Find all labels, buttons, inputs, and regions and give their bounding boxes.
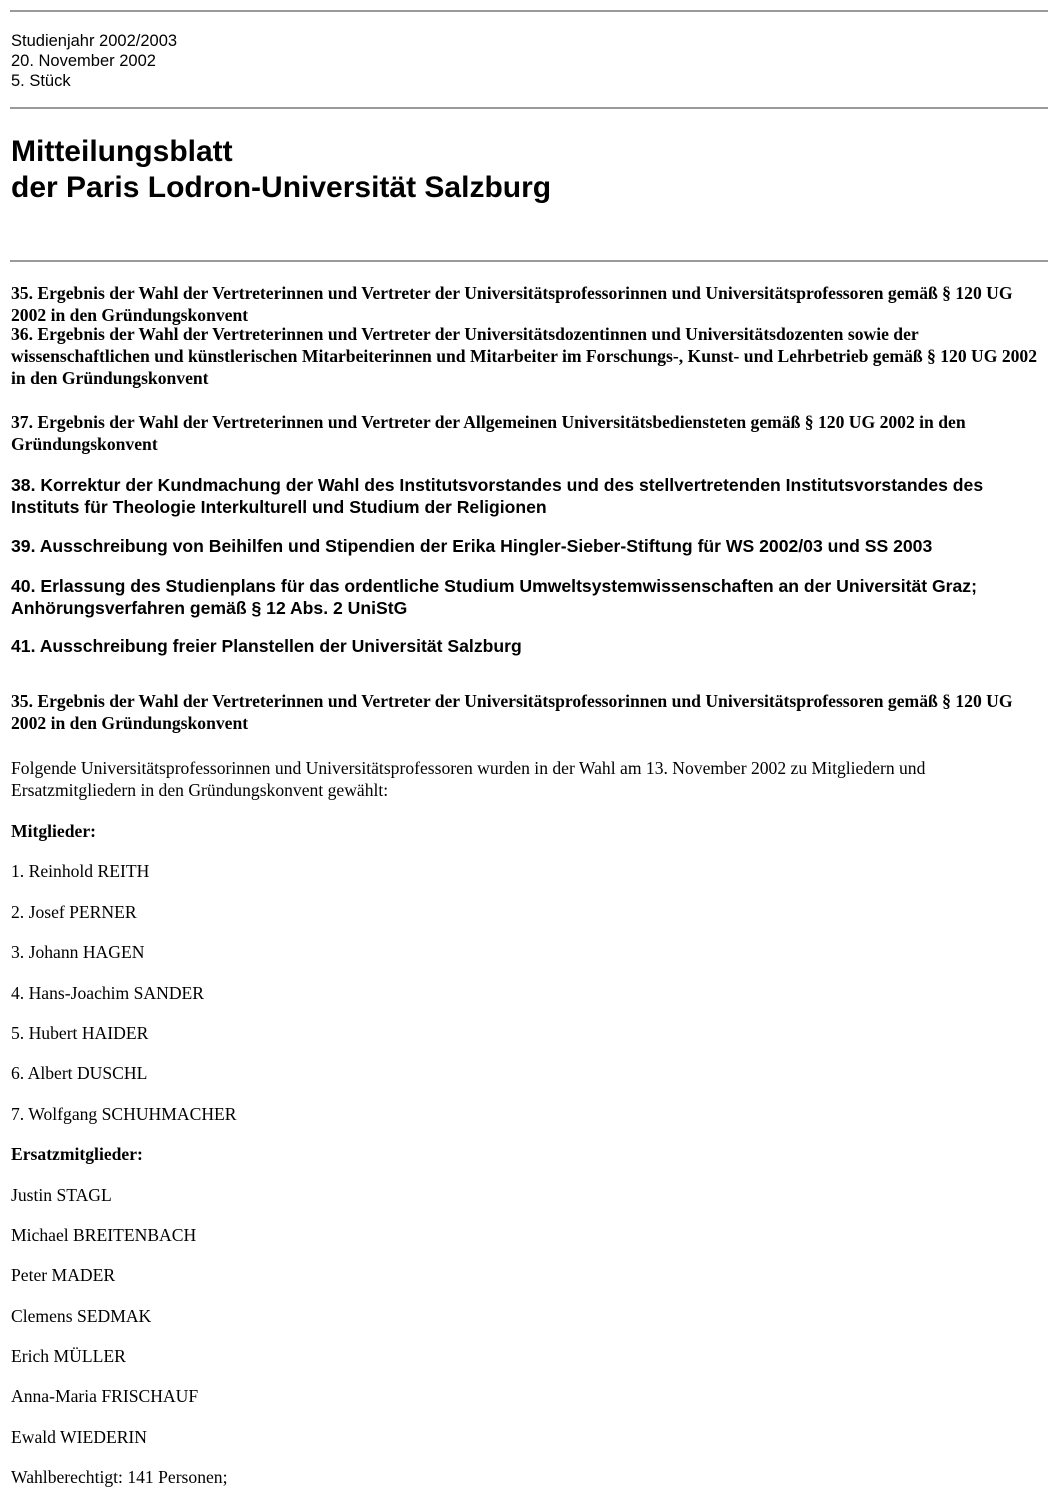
- toc-item-38[interactable]: 38. Korrektur der Kundmachung der Wahl des Institutsvorstandes und des stellvertretenden Institutsvorstandes des Instituts für Theologie Interkulturell und Studium der Religionen: [11, 475, 984, 517]
- toc-item-41[interactable]: 41. Ausschreibung freier Planstellen der Universität Salzburg: [11, 636, 522, 656]
- member-item: 1. Reinhold REITH: [11, 861, 150, 882]
- member-item: 7. Wolfgang SCHUHMACHER: [11, 1103, 237, 1124]
- member-item: 4. Hans-Joachim SANDER: [11, 982, 205, 1003]
- issue-date: 20. November 2002: [11, 52, 156, 70]
- substitute-item: Peter MADER: [11, 1265, 116, 1286]
- results-list: [11, 820, 237, 1507]
- meta-divider: [10, 107, 1048, 109]
- substitute-item: Clemens SEDMAK: [11, 1305, 152, 1326]
- member-item: 5. Hubert HAIDER: [11, 1022, 149, 1043]
- substitute-item: Ewald WIEDERIN: [11, 1426, 147, 1447]
- toc-item-35[interactable]: 35. Ergebnis der Wahl der Vertreterinnen und Vertreter der Universitätsprofessorinnen und Universitätsprofessoren gemäß § 120 UG 2002 in den Gründungskonvent: [11, 283, 1013, 325]
- section-heading-35: 35. Ergebnis der Wahl der Vertreterinnen und Vertreter der Universitätsprofessorinnen und Universitätsprofessoren gemäß § 120 UG 2002 in den Gründungskonvent: [11, 691, 1013, 733]
- eligible-voters: Wahlberechtigt: 141 Personen;: [11, 1467, 228, 1488]
- section-intro: Folgende Universitätsprofessorinnen und Universitätsprofessoren wurden in der Wahl am 13. November 2002 zu Mitgliedern und Ersatzmitgliedern in den Gründungskonvent gewählt:: [11, 758, 926, 800]
- substitute-item: Justin STAGL: [11, 1184, 112, 1205]
- substitute-item: Anna-Maria FRISCHAUF: [11, 1386, 199, 1407]
- title-divider: [10, 260, 1048, 262]
- issue-meta: [11, 31, 177, 91]
- table-of-contents: [11, 282, 1045, 675]
- page-title: [11, 134, 551, 206]
- toc-item-37[interactable]: 37. Ergebnis der Wahl der Vertreterinnen und Vertreter der Allgemeinen Universitätsbediensteten gemäß § 120 UG 2002 in den Gründungskonvent: [11, 412, 966, 454]
- members-label: Mitglieder:: [11, 821, 96, 841]
- toc-item-40[interactable]: 40. Erlassung des Studienplans für das ordentliche Studium Umweltsystemwissenschaften an der Universität Graz; Anhörungsverfahren gemäß § 12 Abs. 2 UniStG: [11, 576, 977, 618]
- academic-year: Studienjahr 2002/2003: [11, 32, 178, 50]
- issue-number: 5. Stück: [11, 72, 71, 90]
- top-divider: [10, 10, 1048, 12]
- title-line-1: Mitteilungsblatt: [11, 135, 233, 168]
- toc-item-39[interactable]: 39. Ausschreibung von Beihilfen und Stipendien der Erika Hingler-Sieber-Stiftung für WS 2002/03 und SS 2003: [11, 536, 933, 556]
- toc-item-36[interactable]: 36. Ergebnis der Wahl der Vertreterinnen und Vertreter der Universitätsdozentinnen und Universitätsdozenten sowie der wissenschaftlichen und künstlerischen Mitarbeiterinnen und Mitarbeiter im Forschungs-, Kunst- und Lehrbetrieb gemäß § 120 UG 2002 in den Gründungskonvent: [11, 324, 1038, 388]
- substitutes-label: Ersatzmitglieder:: [11, 1144, 143, 1165]
- substitute-item: Erich MÜLLER: [11, 1346, 126, 1367]
- member-item: 6. Albert DUSCHL: [11, 1063, 148, 1084]
- member-item: 3. Johann HAGEN: [11, 942, 145, 963]
- member-item: 2. Josef PERNER: [11, 901, 137, 922]
- title-line-2: der Paris Lodron-Universität Salzburg: [11, 171, 552, 204]
- substitute-item: Michael BREITENBACH: [11, 1224, 197, 1245]
